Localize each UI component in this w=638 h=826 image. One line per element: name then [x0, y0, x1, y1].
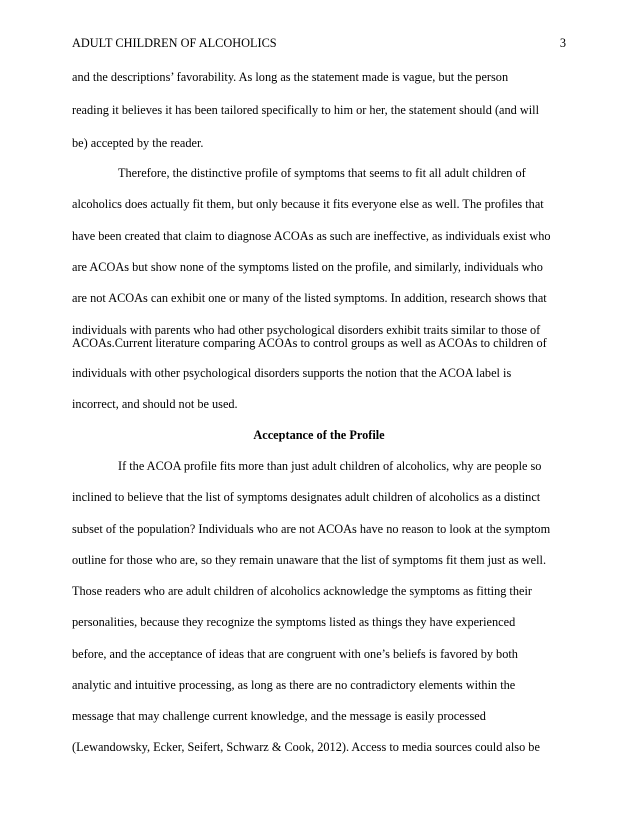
body-line: and the descriptions’ favorability. As long as the statement made is vague, but the person — [72, 70, 509, 84]
running-head-title: ADULT CHILDREN OF ALCOHOLICS — [72, 36, 277, 50]
running-head — [72, 34, 566, 52]
body-line: are ACOAs but show none of the symptoms listed on the profile, and similarly, individuals who — [72, 260, 543, 274]
body-line: incorrect, and should not be used. — [72, 397, 238, 411]
body-line: have been created that claim to diagnose ACOAs as such are ineffective, as individuals exist who — [72, 229, 551, 243]
body-line: individuals with other psychological disorders supports the notion that the ACOA label is — [72, 366, 512, 380]
body-line: ACOAs.Current literature comparing ACOAs to control groups as well as ACOAs to children of — [72, 336, 547, 350]
body-line: Those readers who are adult children of alcoholics acknowledge the symptoms as fitting their — [72, 584, 532, 598]
body-line: subset of the population? Individuals who are not ACOAs have no reason to look at the symptom — [72, 522, 551, 536]
body-line: be) accepted by the reader. — [72, 136, 204, 150]
body-line: message that may challenge current knowledge, and the message is easily processed — [72, 709, 486, 723]
body-line: alcoholics does actually fit them, but only because it fits everyone else as well. The profiles that — [72, 197, 544, 211]
page-number: 3 — [559, 36, 566, 50]
body-line: If the ACOA profile fits more than just adult children of alcoholics, why are people so — [118, 459, 542, 473]
body-line: inclined to believe that the list of symptoms designates adult children of alcoholics as a distinct — [72, 490, 541, 504]
body-line: analytic and intuitive processing, as long as there are no contradictory elements within the — [72, 678, 516, 692]
body-line: reading it believes it has been tailored specifically to him or her, the statement should (and will — [72, 103, 539, 117]
body-line: personalities, because they recognize the symptoms listed as things they have experienced — [72, 615, 516, 629]
body-line: are not ACOAs can exhibit one or many of the listed symptoms. In addition, research shows that — [72, 291, 547, 305]
section-heading: Acceptance of the Profile — [253, 428, 385, 442]
body-line: Therefore, the distinctive profile of symptoms that seems to fit all adult children of — [118, 166, 526, 180]
body-line: outline for those who are, so they remain unaware that the list of symptoms fit them just as well. — [72, 553, 547, 567]
body-line: before, and the acceptance of ideas that are congruent with one’s beliefs is favored by both — [72, 647, 518, 661]
body-line: individuals with parents who had other psychological disorders exhibit traits similar to those of — [72, 323, 541, 337]
body-line: (Lewandowsky, Ecker, Seifert, Schwarz & Cook, 2012). Access to media sources could also be — [72, 740, 540, 754]
